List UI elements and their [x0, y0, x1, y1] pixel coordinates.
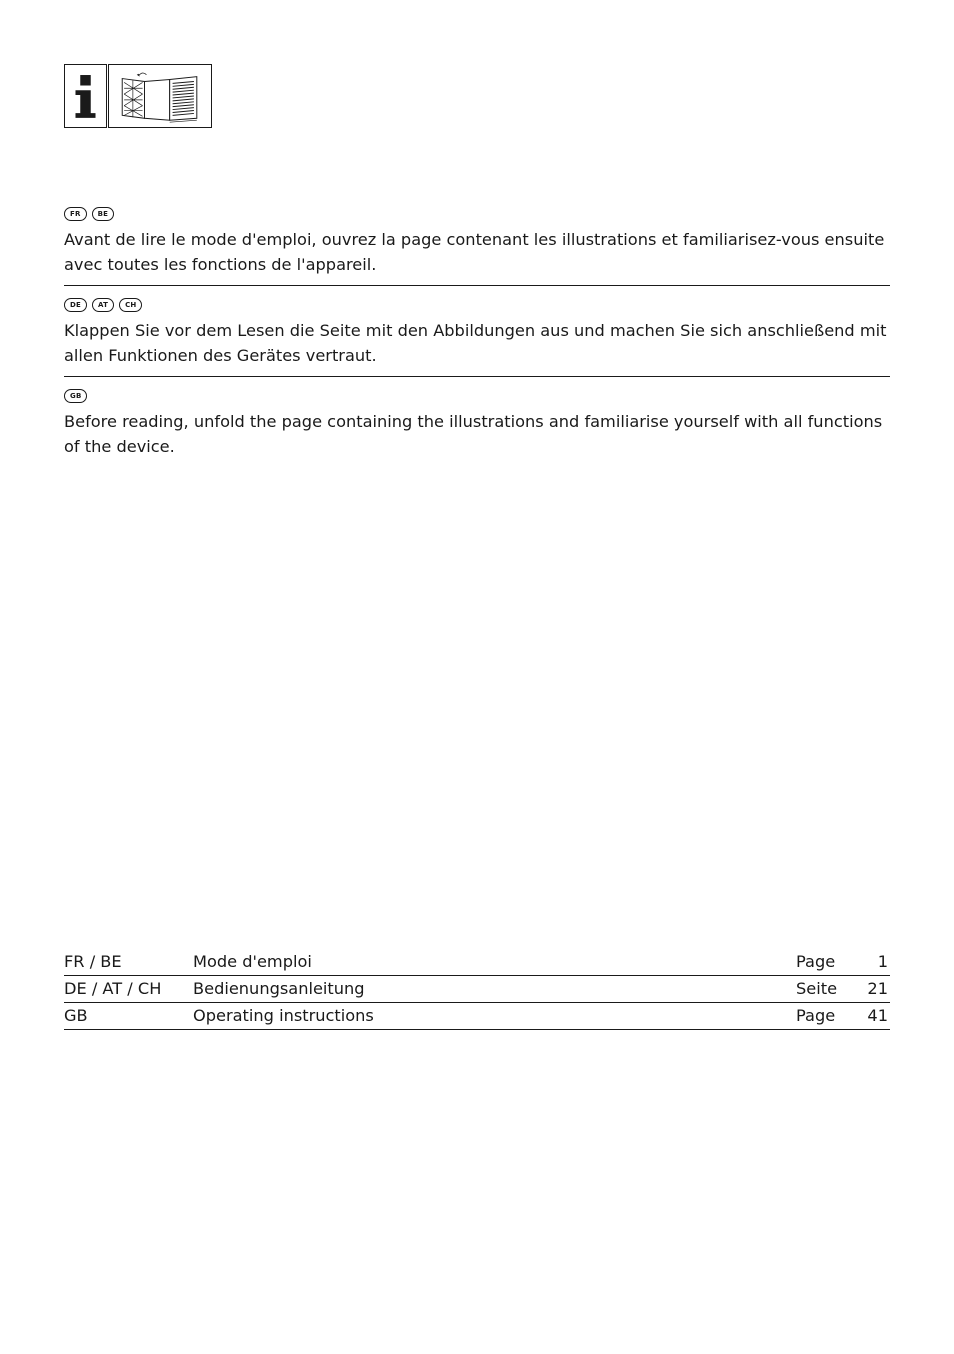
country-badge-fr: FR: [64, 207, 87, 221]
country-badge-gb: GB: [64, 389, 87, 403]
toc-title: Bedienungsanleitung: [193, 979, 365, 998]
toc-language-code: FR / BE: [64, 952, 122, 971]
divider: [64, 285, 890, 286]
toc-title: Operating instructions: [193, 1006, 374, 1025]
toc-page-label: Page: [796, 952, 836, 971]
country-flags: [64, 207, 890, 221]
toc-page-label: Seite: [796, 979, 838, 998]
country-badge-de: DE: [64, 298, 87, 312]
info-i-icon: [64, 64, 107, 128]
table-of-contents: [64, 949, 890, 1030]
divider: [64, 376, 890, 377]
toc-page-number: 1: [877, 952, 888, 971]
country-badge-be: BE: [92, 207, 115, 221]
toc-page-number: 41: [867, 1006, 888, 1025]
country-badge-at: AT: [92, 298, 114, 312]
section-de-at-ch: [64, 298, 890, 368]
instruction-text-gb: Before reading, unfold the page containing the illustrations and familiarise yourself with all functions of the device.: [64, 412, 883, 456]
toc-row-gb[interactable]: [64, 1003, 890, 1030]
country-flags: [64, 298, 890, 312]
toc-row-de-at-ch[interactable]: [64, 976, 890, 1003]
toc-language-code: GB: [64, 1006, 88, 1025]
foldout-page-icon: [108, 64, 212, 128]
section-gb: [64, 389, 890, 459]
section-fr-be: [64, 207, 890, 277]
toc-row-fr-be[interactable]: [64, 949, 890, 976]
toc-title: Mode d'emploi: [193, 952, 312, 971]
country-flags: [64, 389, 890, 403]
country-badge-ch: CH: [119, 298, 142, 312]
instruction-text-de: Klappen Sie vor dem Lesen die Seite mit den Abbildungen aus und machen Sie sich anschließend mit allen Funktionen des Gerätes vertraut.: [64, 321, 887, 365]
toc-page-number: 21: [867, 979, 888, 998]
toc-page-label: Page: [796, 1006, 836, 1025]
instruction-text-fr: Avant de lire le mode d'emploi, ouvrez la page contenant les illustrations et familiarisez-vous ensuite avec toutes les fonctions de l'appareil.: [64, 230, 885, 274]
toc-language-code: DE / AT / CH: [64, 979, 162, 998]
